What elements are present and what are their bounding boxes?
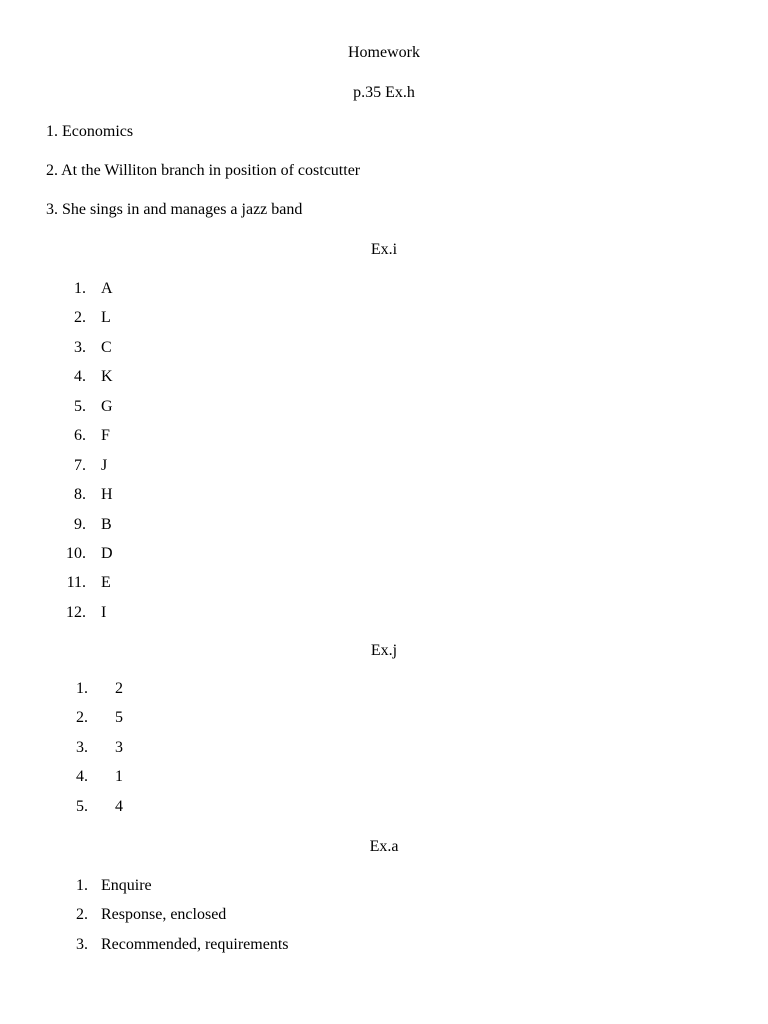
list-item-number: 3.: [74, 338, 86, 356]
list-item: [0, 485, 768, 514]
list-item-value: Recommended, requirements: [101, 935, 289, 953]
list-item-value: 2: [115, 680, 123, 697]
list-item-number: 11.: [66, 574, 86, 592]
list-item: [0, 367, 768, 396]
list-item-number: 5.: [76, 797, 88, 815]
list-item-number: 2.: [76, 906, 88, 924]
list-item: [0, 603, 768, 632]
list-item-value: E: [101, 574, 111, 592]
list-item: [0, 279, 768, 308]
list-item-value: D: [101, 544, 113, 562]
list-item-number: 7.: [74, 456, 86, 474]
list-item-value: 4: [115, 797, 123, 815]
list-item-value: H: [101, 486, 113, 504]
answer-paragraph-2: 2. At the Williton branch in position of costcutter: [46, 162, 361, 179]
list-item-number: 2.: [74, 309, 86, 327]
list-item-number: 6.: [74, 427, 86, 445]
list-item: [0, 679, 768, 708]
list-item-value: 5: [115, 709, 123, 727]
list-item-value: J: [101, 456, 108, 474]
list-item-number: 3.: [76, 738, 88, 756]
page-title: Homework: [348, 44, 420, 61]
answer-list-ex-i: [0, 279, 768, 632]
list-item-value: 3: [115, 738, 123, 756]
section-heading-ex-i: Ex.i: [370, 241, 398, 258]
list-item: [0, 426, 768, 455]
list-item: [0, 767, 768, 796]
section-heading-ex-a: Ex.a: [369, 838, 399, 855]
list-item: [0, 338, 768, 367]
list-item-value: L: [101, 309, 111, 327]
section-heading-ex-j: Ex.j: [370, 642, 398, 659]
list-item-number: 10.: [66, 544, 86, 562]
list-item-number: 1.: [76, 877, 88, 894]
list-item: [0, 456, 768, 485]
list-item-number: 5.: [74, 397, 86, 415]
list-item-value: Enquire: [101, 877, 152, 894]
answer-list-ex-a: [0, 876, 768, 964]
list-item: [0, 797, 768, 826]
answer-paragraph-1: 1. Economics: [46, 123, 134, 140]
list-item-value: B: [101, 515, 112, 533]
list-item-number: 1.: [74, 280, 86, 297]
list-item: [0, 515, 768, 544]
list-item-value: A: [101, 280, 113, 297]
answer-list-ex-j: [0, 679, 768, 826]
list-item-number: 4.: [76, 768, 88, 786]
list-item: [0, 573, 768, 602]
list-item: [0, 308, 768, 337]
list-item-number: 4.: [74, 368, 86, 386]
answer-paragraph-3: 3. She sings in and manages a jazz band: [46, 201, 303, 218]
list-item: [0, 738, 768, 767]
list-item-value: F: [101, 427, 110, 445]
list-item-number: 1.: [76, 680, 88, 697]
list-item-number: 9.: [74, 515, 86, 533]
list-item-number: 3.: [76, 935, 88, 953]
list-item: [0, 544, 768, 573]
list-item-value: G: [101, 397, 113, 415]
list-item: [0, 905, 768, 934]
list-item-number: 12.: [66, 603, 86, 621]
list-item: [0, 708, 768, 737]
list-item-value: 1: [115, 768, 123, 786]
list-item: [0, 397, 768, 426]
list-item-value: K: [101, 368, 113, 386]
section-heading-ex-h: p.35 Ex.h: [353, 84, 415, 101]
list-item-value: Response, enclosed: [101, 906, 227, 924]
list-item-number: 2.: [76, 709, 88, 727]
list-item: [0, 876, 768, 905]
list-item: [0, 935, 768, 964]
list-item-value: C: [101, 338, 112, 356]
list-item-number: 8.: [74, 486, 86, 504]
list-item-value: I: [101, 603, 107, 621]
